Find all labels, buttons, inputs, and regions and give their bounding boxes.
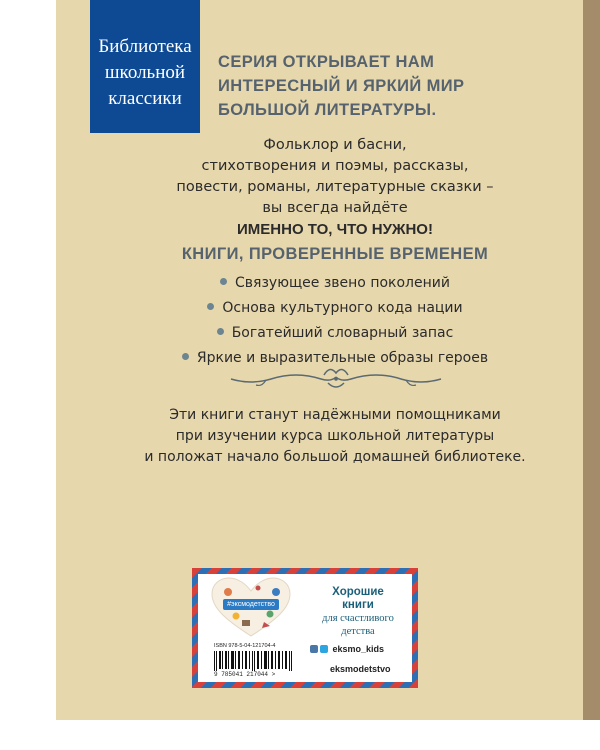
bullet-text: Основа культурного кода нации (222, 300, 463, 316)
social-handle-2: eksmodetstvo (330, 664, 391, 674)
outro-line: Эти книги станут надёжными помощниками (169, 407, 501, 423)
outro-line: при изучении курса школьной литературы (175, 428, 495, 444)
book-spine (583, 0, 600, 720)
hashtag-label: #эксмодетство (223, 599, 279, 610)
sticker-slogan (310, 586, 406, 638)
headline-line: ИНТЕРЕСНЫЙ И ЯРКИЙ МИР (218, 77, 465, 95)
headline-line: СЕРИЯ ОТКРЫВАЕТ НАМ (218, 53, 435, 71)
bullet-dot-icon (182, 353, 189, 360)
headline-line: БОЛЬШОЙ ЛИТЕРАТУРЫ. (218, 101, 437, 119)
vk-icon (310, 645, 318, 653)
outro-line: и положат начало большой домашней библиотеке. (144, 449, 526, 465)
ornament-divider-icon (226, 363, 446, 393)
slogan-line: детства (341, 626, 375, 637)
barcode-number: 9 785041 217044 > (214, 671, 276, 678)
bullet-list (120, 271, 550, 371)
isbn-text: ISBN 978-5-04-121704-4 (214, 643, 276, 649)
bullet-item (120, 271, 550, 296)
social-handle: eksmo_kids (332, 644, 385, 654)
intro-line: повести, романы, литературные сказки – (176, 179, 494, 195)
page-margin (0, 720, 600, 750)
intro-emphasis: ИМЕННО ТО, ЧТО НУЖНО! (237, 221, 433, 238)
bullet-dot-icon (220, 278, 227, 285)
subheading: КНИГИ, ПРОВЕРЕННЫЕ ВРЕМЕНЕМ (181, 245, 489, 263)
bullet-text: Богатейший словарный запас (231, 325, 454, 341)
series-badge (90, 0, 200, 133)
bullet-dot-icon (217, 328, 224, 335)
bullet-item (120, 321, 550, 346)
bullet-text: Яркие и выразительные образы героев (196, 350, 489, 366)
badge-line: школьной (104, 62, 186, 83)
heart-logo (206, 576, 296, 644)
headline (218, 50, 538, 122)
telegram-icon (320, 645, 328, 653)
intro-line: стихотворения и поэмы, рассказы, (201, 158, 469, 174)
bullet-text: Связующее звено поколений (235, 275, 450, 291)
bullet-item (120, 296, 550, 321)
publisher-sticker (192, 568, 418, 688)
intro-text (120, 135, 550, 240)
barcode-icon (214, 651, 298, 671)
intro-line: вы всегда найдёте (262, 200, 408, 216)
slogan-line: книги (342, 599, 374, 611)
social-row-1 (310, 644, 384, 654)
slogan-line: для счастливого (322, 613, 394, 624)
intro-line: Фольклор и басни, (263, 137, 407, 153)
badge-line: классики (108, 88, 182, 109)
slogan-line: Хорошие (332, 586, 384, 598)
outro-text (110, 405, 560, 468)
badge-line: Библиотека (98, 36, 192, 57)
bullet-dot-icon (207, 303, 214, 310)
